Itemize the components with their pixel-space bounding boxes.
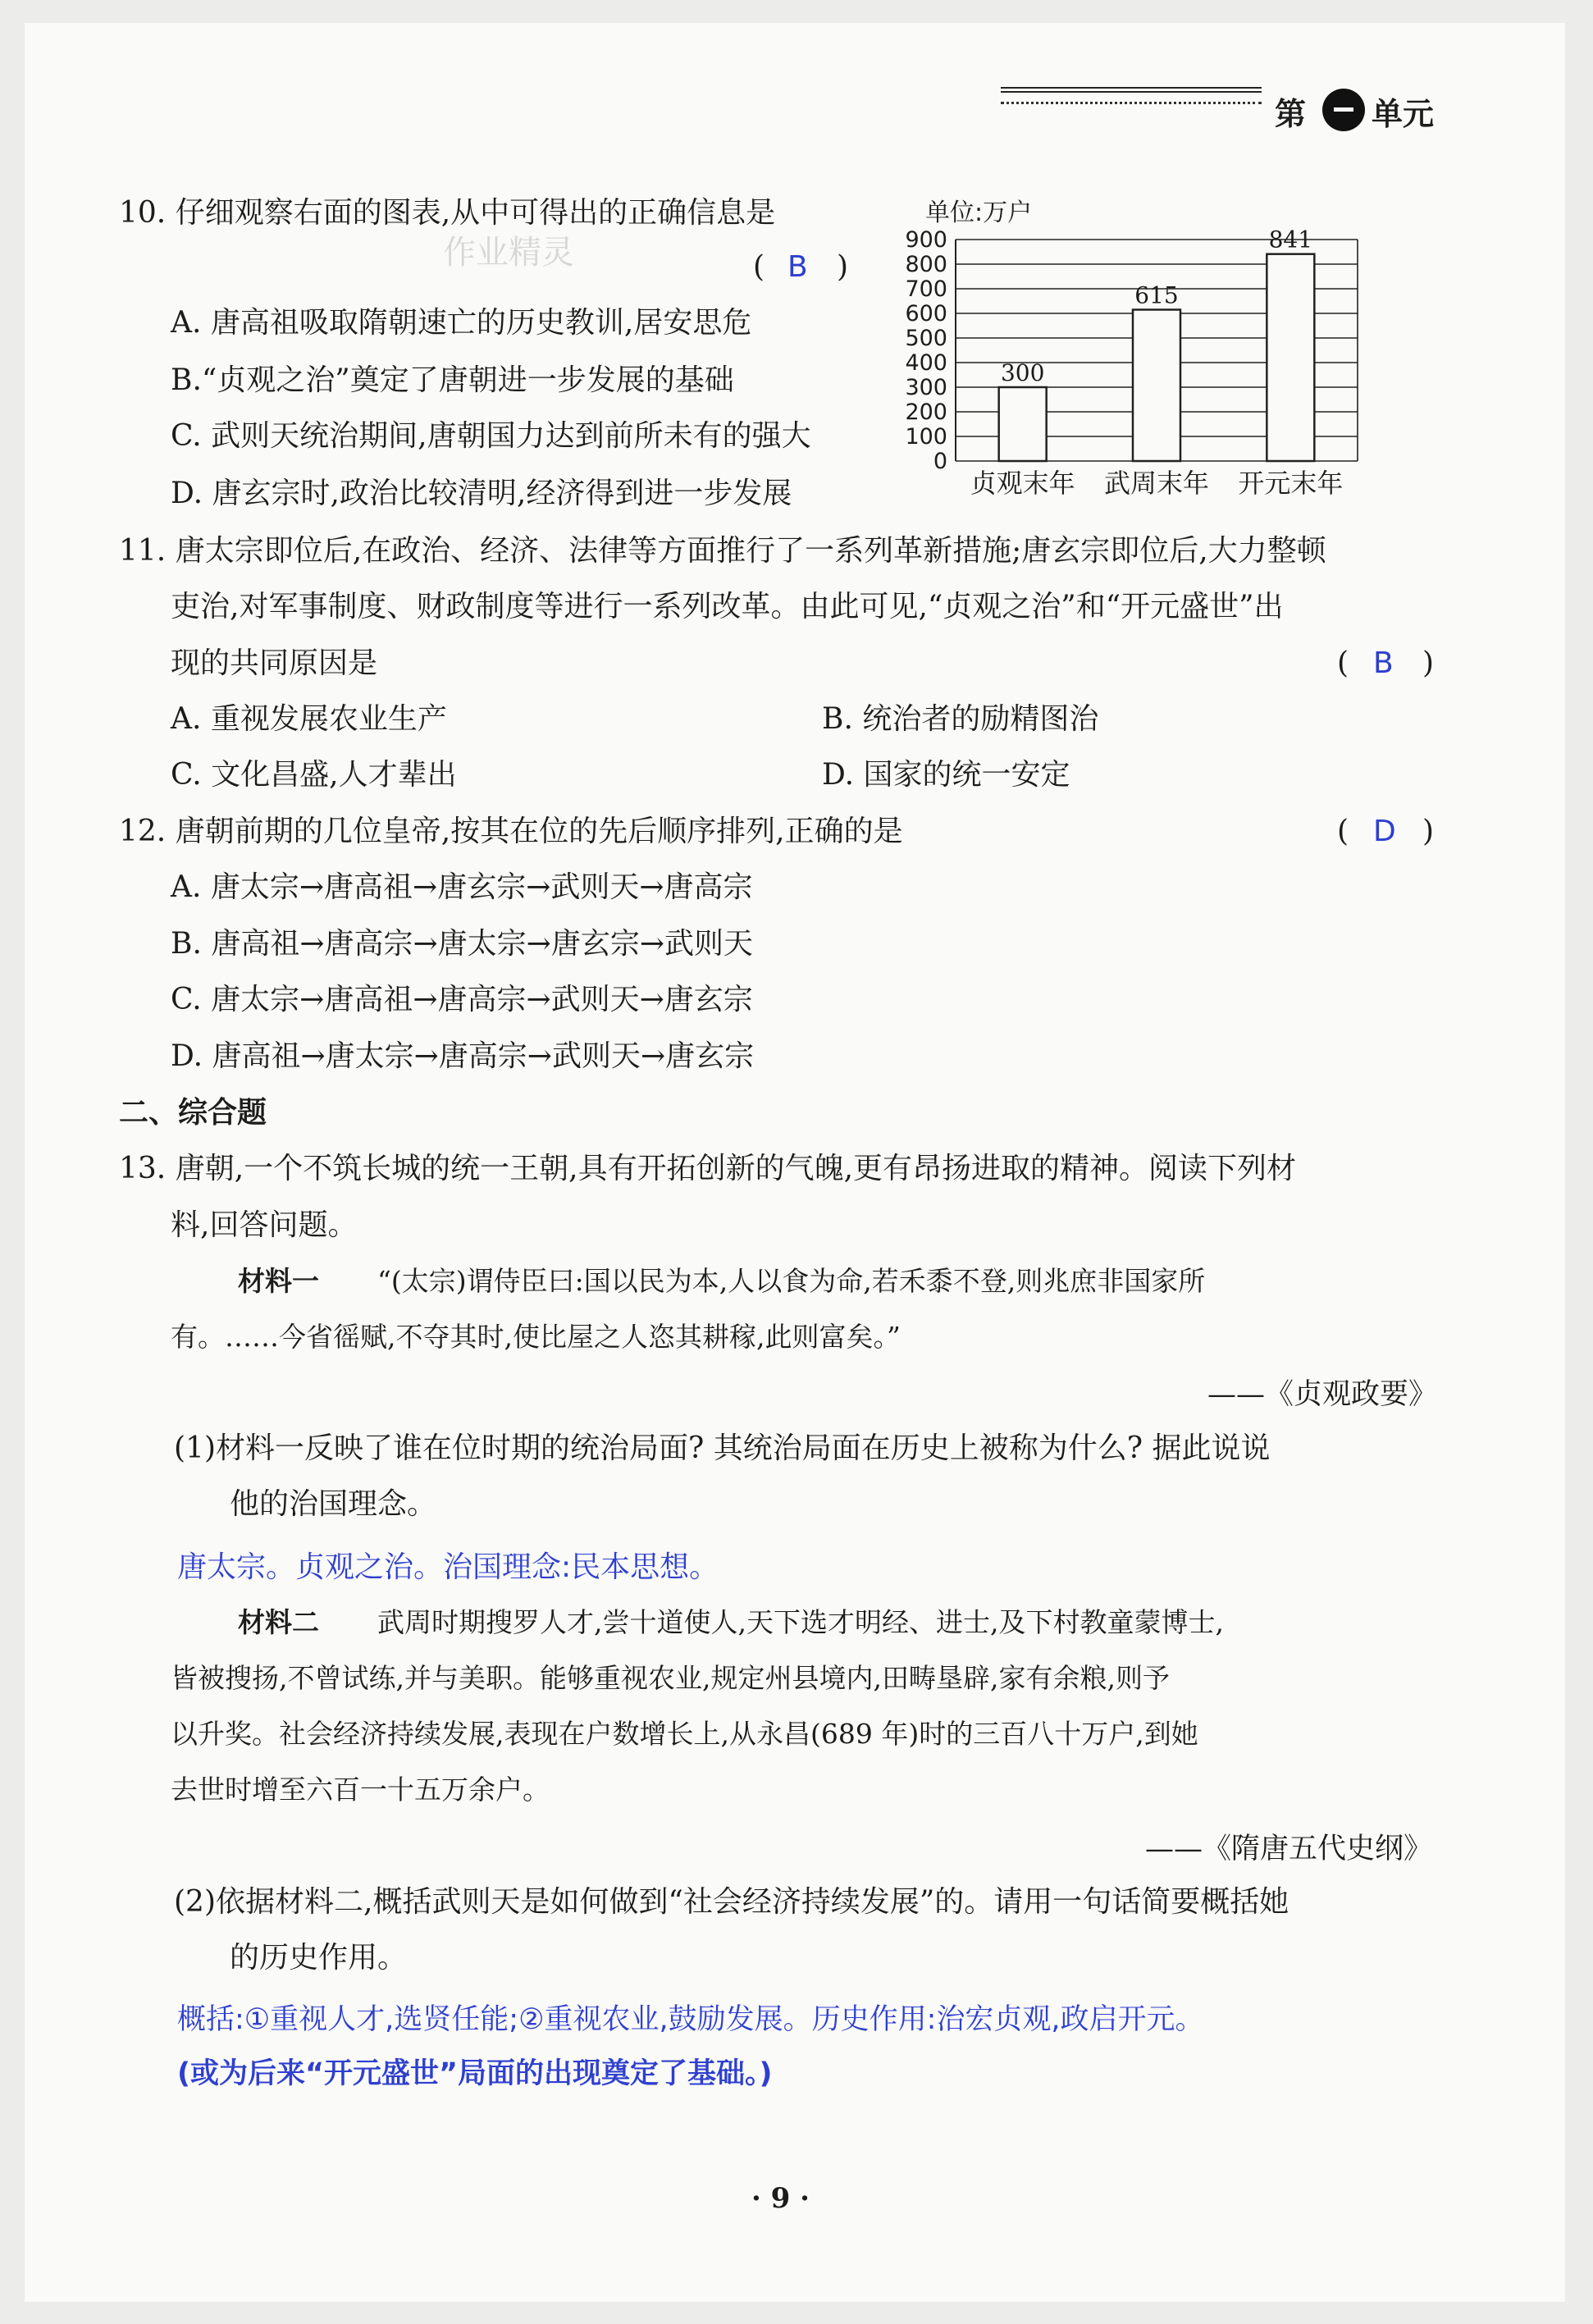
q10-answer[interactable]: B: [787, 250, 808, 284]
header-suffix: 单元: [1372, 96, 1435, 132]
q12-answer[interactable]: D: [1373, 815, 1396, 848]
y-tick-label: 800: [905, 252, 947, 277]
page-number: · 9 ·: [751, 2182, 810, 2215]
material-2-line-3: 以升奖。社会经济持续发展,表现在户数增长上,从永昌(689 年)时的三百八十万户,到她: [171, 1718, 1198, 1750]
q12-option-c[interactable]: C. 唐太宗→唐高祖→唐高宗→武则天→唐玄宗: [171, 983, 753, 1016]
y-tick-label: 900: [905, 227, 947, 253]
q11-option-d[interactable]: D. 国家的统一安定: [822, 758, 1070, 792]
y-tick-label: 600: [905, 301, 947, 326]
q12-option-b[interactable]: B. 唐高祖→唐高宗→唐太宗→唐玄宗→武则天: [171, 927, 753, 961]
sub-question-1-line-2: 他的治国理念。: [230, 1487, 437, 1521]
material-2-line-2: 皆被搜扬,不曾试练,并与美职。能够重视农业,规定州县境内,田畴垦辟,家有余粮,则予: [171, 1662, 1170, 1694]
q11-answer-close: ): [1422, 646, 1435, 680]
q11-stem-line-3: 现的共同原因是: [171, 646, 378, 680]
y-tick-label: 500: [905, 326, 947, 351]
q10-option-c[interactable]: C. 武则天统治期间,唐朝国力达到前所未有的强大: [171, 419, 811, 453]
y-tick-label: 400: [905, 350, 947, 376]
sub-question-2-line-1: (2)依据材料二,概括武则天是如何做到“社会经济持续发展”的。请用一句话简要概括她: [174, 1885, 1289, 1919]
q11-stem-line-2: 吏治,对军事制度、财政制度等进行一系列改革。由此可见,“贞观之治”和“开元盛世”出: [171, 590, 1284, 623]
y-tick-label: 300: [905, 375, 947, 400]
q10-option-b[interactable]: B.“贞观之治”奠定了唐朝进一步发展的基础: [171, 363, 734, 397]
q13-stem-line-2: 料,回答问题。: [171, 1208, 358, 1242]
y-tick-label: 700: [905, 276, 947, 302]
q13-stem-line-1: 13. 唐朝,一个不筑长城的统一王朝,具有开拓创新的气魄,更有昂扬进取的精神。阅读下列材: [119, 1152, 1297, 1185]
q12-stem: 12. 唐朝前期的几位皇帝,按其在位的先后顺序排列,正确的是: [119, 815, 903, 848]
q10-stem: 10. 仔细观察右面的图表,从中可得出的正确信息是: [119, 196, 776, 230]
population-bar-chart: [886, 221, 1411, 509]
header-rule: [1001, 87, 1262, 97]
material-2-line-4: 去世时增至六百一十五万余户。: [171, 1774, 550, 1806]
q10-answer-close: ): [837, 250, 849, 284]
q11-answer[interactable]: B: [1373, 646, 1394, 680]
sub-question-1-line-1: (1)材料一反映了谁在位时期的统治局面? 其统治局面在历史上被称为什么? 据此说说: [174, 1431, 1271, 1465]
material-1-line-2: 有。……今省徭赋,不夺其时,使比屋之人恣其耕稼,此则富矣。”: [171, 1321, 901, 1353]
y-tick-label: 200: [905, 400, 947, 425]
header-dotted-rule: [1001, 102, 1262, 104]
q11-option-b[interactable]: B. 统治者的励精图治: [822, 702, 1099, 736]
y-tick-label: 0: [933, 449, 947, 474]
bar-value-label: 841: [1268, 226, 1313, 253]
q10-option-a[interactable]: A. 唐高祖吸取隋朝速亡的历史教训,居安思危: [171, 306, 752, 340]
q10-option-d[interactable]: D. 唐玄宗时,政治比较清明,经济得到进一步发展: [171, 477, 792, 510]
q12-answer-open: (: [1337, 815, 1349, 848]
bar-value-label: 615: [1134, 281, 1179, 309]
watermark: 作业精灵: [443, 234, 574, 272]
q11-option-a[interactable]: A. 重视发展农业生产: [171, 702, 447, 736]
bar: [1267, 254, 1314, 461]
material-2-label: 材料二: [238, 1606, 319, 1638]
section-title: 二、综合题: [119, 1096, 267, 1130]
q12-option-a[interactable]: A. 唐太宗→唐高祖→唐玄宗→武则天→唐高宗: [171, 870, 753, 904]
q11-option-c[interactable]: C. 文化昌盛,人才辈出: [171, 758, 457, 792]
q12-option-d[interactable]: D. 唐高祖→唐太宗→唐高宗→武则天→唐玄宗: [171, 1039, 755, 1073]
bar: [999, 387, 1047, 461]
x-category-label: 武周末年: [1103, 468, 1210, 499]
header-prefix: 第: [1275, 96, 1307, 132]
x-category-label: 开元末年: [1238, 468, 1344, 499]
q12-answer-close: ): [1422, 815, 1435, 848]
q10-answer-open: (: [753, 250, 765, 284]
sub-question-2-line-2: 的历史作用。: [230, 1941, 408, 1975]
bar-value-label: 300: [1000, 359, 1045, 386]
x-category-label: 贞观末年: [970, 468, 1075, 499]
y-tick-label: 100: [905, 424, 947, 450]
chart-unit-label: 单位:万户: [925, 199, 1033, 227]
one-badge-stroke: [1334, 107, 1353, 112]
sub-question-2-answer-line-1[interactable]: 概括:①重视人才,选贤任能;②重视农业,鼓励发展。历史作用:治宏贞观,政启开元。: [177, 2003, 1204, 2036]
material-1-label: 材料一: [238, 1265, 319, 1297]
material-1-source: ——《贞观政要》: [1207, 1378, 1438, 1411]
sub-question-1-answer[interactable]: 唐太宗。贞观之治。治国理念:民本思想。: [177, 1550, 719, 1584]
bar: [1133, 310, 1180, 462]
q11-answer-open: (: [1337, 646, 1349, 680]
material-1-line-1: “(太宗)谓侍臣曰:国以民为本,人以食为命,若禾黍不登,则兆庶非国家所: [377, 1265, 1206, 1297]
sub-question-2-answer-line-2[interactable]: (或为后来“开元盛世”局面的出现奠定了基础。): [177, 2057, 773, 2090]
material-2-source: ——《隋唐五代史纲》: [1145, 1833, 1433, 1865]
material-2-line-1: 武周时期搜罗人才,尝十道使人,天下选才明经、进士,及下村教童蒙博士,: [377, 1606, 1224, 1638]
q11-stem-line-1: 11. 唐太宗即位后,在政治、经济、法律等方面推行了一系列革新措施;唐玄宗即位后,大力整顿: [119, 534, 1326, 568]
